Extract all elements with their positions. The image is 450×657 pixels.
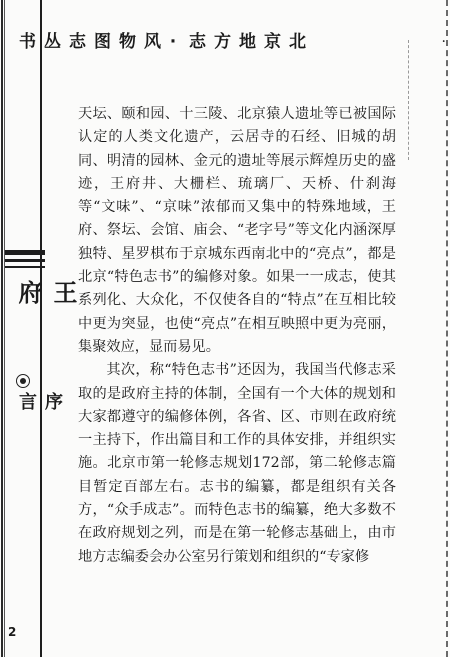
series-title: 北京地方志·风物图志丛书 bbox=[15, 32, 305, 53]
right-page-border bbox=[445, 0, 448, 657]
decorative-bar bbox=[5, 250, 45, 270]
volume-title: 王府 bbox=[14, 280, 78, 312]
paragraph: 其次，称“特色志书”还因为，我国当代修志采取的是政府主持的体制，全国有一个大体的规划和大家都遵守的编修体例，各省、区、市则在政府统一主持下，作出篇目和工作的具体安排，并组织实施。北京市第一轮修志规划172部，第二轮修志篇目暂定百部左右。志书的编纂，都是组织有关各方，“众手成志”。而特色志书的编纂，绝大多数不在政府规划之列，而是在第一轮修志基础上，由市地方志编委会办公室另行策划和组织的“专家修 bbox=[78, 362, 396, 565]
page-edge-line bbox=[1, 0, 3, 657]
page-edge-line bbox=[4, 0, 5, 657]
crop-mark-line bbox=[408, 40, 410, 160]
page-number: 2 bbox=[8, 625, 17, 639]
spine-divider-line bbox=[40, 0, 42, 657]
paragraph: 天坛、颐和园、十三陵、北京猿人遗址等已被国际认定的人类文化遗产，云居寺的石经、旧城的胡同、明清的园林、金元的遗址等展示辉煌历史的盛迹，王府井、大栅栏、琉璃厂、天桥、什刹海等“文味”、“京味”浓郁而又集中的特殊地域，王府、祭坛、会馆、庙会、“老字号”等文化内涵深厚独特、星罗棋布于京城东西南北中的“亮点”，都是北京“特色志书”的编修对象。如果一一成志，使其系列化、大众化，不仅使各自的“特点”在互相比较中更为突显，也使“亮点”在相互映照中更为亮丽，集聚效应，显而易见。 bbox=[78, 106, 396, 355]
section-title: 序言 bbox=[16, 392, 63, 414]
bullet-circle-icon bbox=[16, 374, 30, 388]
body-text bbox=[78, 103, 396, 569]
bleed-mark: · bbox=[441, 34, 446, 50]
